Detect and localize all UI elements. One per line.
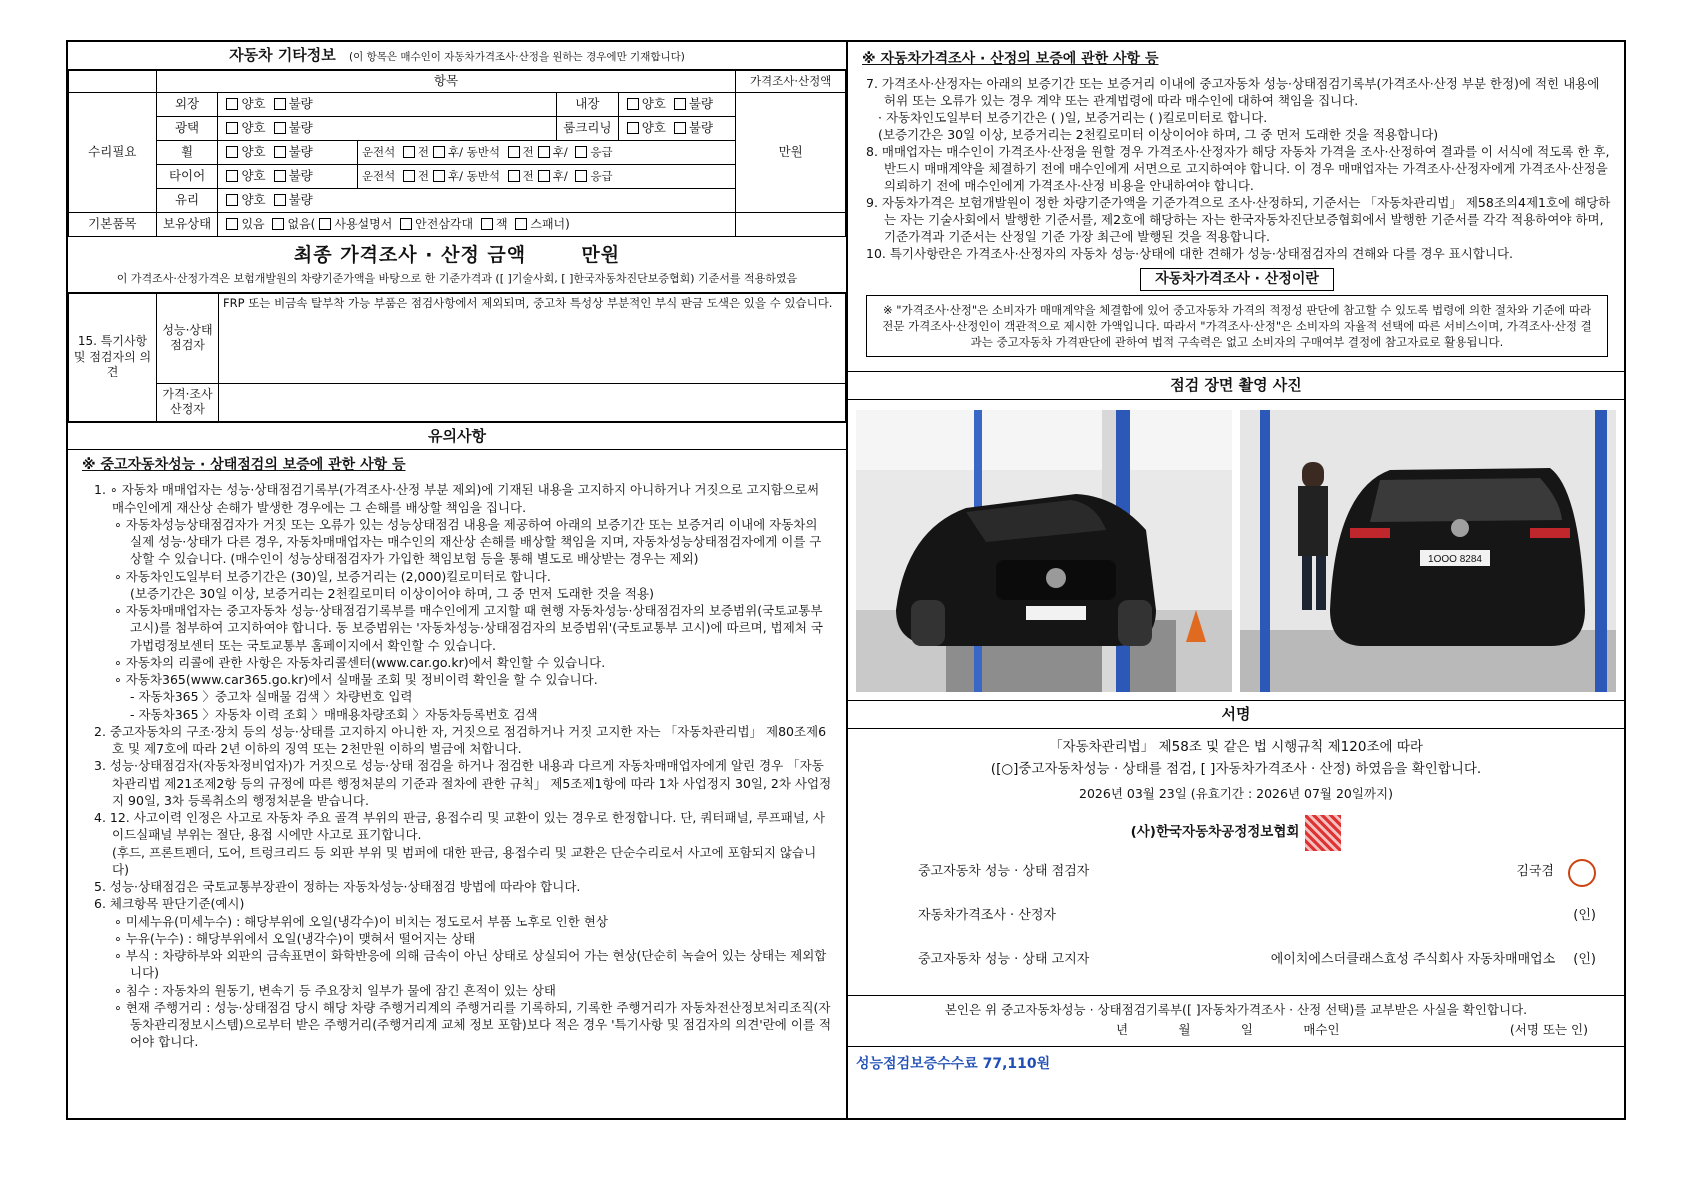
row-room-cleaning: 룸크리닝 — [556, 117, 618, 141]
front-label: 전 — [522, 145, 534, 160]
wheel-options — [218, 141, 357, 165]
appraiser-label: 가격·조사 산정자 — [157, 383, 219, 421]
right-column — [848, 42, 1624, 1118]
checkbox[interactable] — [403, 146, 415, 158]
checkbox[interactable] — [226, 170, 238, 182]
photos-header: 점검 장면 촬영 사진 — [848, 372, 1624, 400]
jack-label: 잭 — [495, 216, 508, 231]
confirm-date-line — [848, 1018, 1624, 1046]
checkbox[interactable] — [575, 146, 587, 158]
notice-item: 4. 12. 사고이력 인정은 사고로 자동차 주요 골격 부위의 판금, 용접수리 및 교환이 있는 경우로 한정합니다. 단, 쿼터패널, 루프패널, 사이드실패널 부위는 절단, 용접 시에만 사고로 표기합니다. — [94, 810, 825, 843]
row-owned: 보유상태 — [156, 213, 218, 237]
front-label: 전 — [522, 169, 534, 184]
checkbox[interactable] — [226, 146, 238, 158]
inspector-opinion: FRP 또는 비금속 탈부착 가능 부품은 점검사항에서 제외되며, 중고차 특성상 부분적인 부식 판금 도색은 있을 수 있습니다. — [219, 293, 846, 383]
checkbox[interactable] — [319, 218, 331, 230]
room-cleaning-options — [618, 117, 736, 141]
checkbox[interactable] — [400, 218, 412, 230]
left-column — [68, 42, 848, 1118]
triangle-label: 안전삼각대 — [415, 216, 474, 231]
sign-row-appraiser — [918, 895, 1596, 939]
guarantee-item: 9. 자동차가격은 보험개발원이 정한 차량기준가액을 기준가격으로 조사·산정하되, 기준서는 「자동차관리법」 제58조의4제1호에 해당하는 자는 기술사회에서 발행한 기준서를, 제2호에 해당하는 자는 한국자동차진단보증협회에서 발행한 기준서를 각각 적용하여야 하며, 기준가격과 기준서는 산정일 기준 가장 최근에 발행된 것을 적용합니다. — [866, 195, 1611, 245]
guarantee-item: 10. 특기사항란은 가격조사·산정자의 자동차 성능·상태에 대한 견해가 성능·상태점검자의 견해와 다를 경우 표시합니다. — [866, 246, 1514, 262]
sign-org: (사)한국자동차공정정보협회 — [1130, 823, 1300, 840]
spanner-label: 스패너) — [530, 216, 570, 231]
notice-title: ※ 중고자동차성능 · 상태점검의 보증에 관한 사항 등 — [82, 456, 406, 473]
notice-item: ∘ 자동차매매업자는 중고자동차 성능·상태점검기록부를 매수인에게 고지할 때 현행 자동차성능·상태점검자의 보증범위(국토교통부 고시)를 첨부하여 고지하여야 합니다. 동 보증범위는 '자동차성능·상태점검자의 보증범위'(국토교통부 고시)에 따르며, 법제처 국가법령정보센터 또는 국토교통부 홈페이지에서 확인할 수 있습니다. — [114, 603, 823, 653]
notice-item: 2. 중고자동차의 구조·장치 등의 성능·상태를 고지하지 아니한 자, 거짓으로 점검하거나 거짓 고지한 자는 「자동차관리법」 제80조제6호 및 제7호에 따라 2년 이하의 징역 또는 2천만원 이하의 벌금에 처합니다. — [94, 723, 827, 757]
basic-items-label: 기본품목 — [69, 213, 157, 237]
year-label: 년 — [1116, 1021, 1129, 1037]
sign-statement — [848, 729, 1624, 850]
notice-item: ∘ 자동차365(www.car365.go.kr)에서 실매물 조회 및 정비이력 확인을 할 수 있습니다. — [114, 672, 598, 688]
notice-item: 6. 체크항목 판단기준(예시) — [94, 896, 245, 912]
buyer-confirm — [848, 995, 1624, 1047]
driver-label: 운전석 — [361, 169, 396, 184]
notice-item: 3. 성능·상태점검자(자동차정비업자)가 거짓으로 성능·상태 점검을 하거나 점검한 내용과 다르게 자동차매매업자에게 알린 경우 「자동차관리법 제21조제2항 등의 규정에 따른 행정처분의 기준과 절차에 관한 규칙」 제5조제1항에 따라 1차 사업정지 30일, 2차 사업정지 90일, 3차 등록취소의 행정처분을 받습니다. — [94, 758, 832, 808]
opt-good: 양호 — [641, 96, 666, 112]
notice-header: 유의사항 — [68, 422, 846, 450]
paren: ( — [310, 216, 316, 231]
checkbox[interactable] — [226, 98, 238, 110]
passenger-label: 동반석 — [466, 169, 500, 184]
sign-row-label: 중고자동차 성능 · 상태 고지자 — [918, 952, 1090, 968]
checkbox[interactable] — [508, 146, 520, 158]
sign-header: 서명 — [848, 701, 1624, 729]
month-label: 월 — [1178, 1021, 1191, 1037]
photos-area — [848, 400, 1624, 701]
notice-item: 1. ∘ 자동차 매매업자는 성능·상태점검기록부(가격조사·산정 부분 제외)에 기재된 내용을 고지하지 아니하거나 거짓으로 고지함으로써 매수인에게 재산상 손해가 발생한 경우에는 그 손해를 배상할 책임을 집니다. — [94, 482, 820, 515]
notice-item: ∘ 침수 : 자동차의 원동기, 변속기 등 주요장치 일부가 물에 잠긴 흔적이 있는 상태 — [114, 982, 556, 998]
rear-car-photo — [1240, 410, 1616, 692]
checkbox[interactable] — [226, 218, 238, 230]
front-label: 전 — [417, 169, 430, 184]
sign-mark: (인) — [1573, 908, 1596, 924]
driver-label: 운전석 — [361, 145, 396, 160]
guarantee-section — [848, 42, 1624, 372]
checkbox[interactable] — [226, 194, 238, 206]
emergency-label: 응급 — [590, 145, 613, 160]
guarantee-title: ※ 자동차가격조사 · 산정의 보증에 관한 사항 등 — [862, 51, 1159, 67]
confirm-text: 본인은 위 중고자동차성능 · 상태점검기록부([ ]자동차가격조사 · 산정 선택)를 교부받은 사실을 확인합니다. — [944, 1001, 1528, 1017]
checkbox[interactable] — [538, 146, 550, 158]
manual-label: 사용설명서 — [334, 216, 393, 231]
notice-item: ∘ 자동차인도일부터 보증기간은 (30)일, 보증거리는 (2,000)킬로미터로 합니다. — [114, 568, 551, 584]
checkbox[interactable] — [403, 170, 415, 182]
opt-good: 양호 — [241, 120, 266, 136]
sign-org-row — [848, 815, 1624, 851]
opt-good: 양호 — [241, 96, 266, 112]
notice-item: ∘ 부식 : 차량하부와 외판의 금속표면이 화학반응에 의해 금속이 아닌 상태로 상실되어 가는 현상(단순히 녹슬어 있는 상태는 제외합니다) — [114, 948, 827, 981]
checkbox[interactable] — [433, 146, 445, 158]
notice-item: ∘ 현재 주행거리 : 성능·상태점검 당시 해당 차량 주행거리계의 주행거리를 기록하되, 기록한 주행거리가 자동차전산정보처리조직(자동차관리정보시스템)으로부터 받은 주행거리(주행거리계 교체 정보 포함)보다 적은 경우 '특기사항 및 점검자의 의견'란에 이를 적어야 합니다. — [114, 999, 832, 1050]
opt-bad: 불량 — [288, 192, 313, 208]
opt-good: 양호 — [241, 192, 266, 208]
checkbox[interactable] — [274, 170, 286, 182]
notice-item: - 자동차365 〉중고차 실매물 검색 〉차량번호 입력 — [130, 689, 413, 705]
final-price-section — [68, 237, 846, 293]
definition-title-wrap — [862, 268, 1612, 291]
special-notes-table — [68, 293, 846, 422]
owned-options — [218, 213, 736, 237]
notice-item: - 자동차365 〉자동차 이력 조회 〉매매용차량조회 〉자동차등록번호 검색 — [130, 706, 538, 722]
guarantee-item: 8. 매매업자는 매수인이 가격조사·산정을 원할 경우 가격조사·산정자가 해당 자동차 가격을 조사·산정하여 결과를 이 서식에 적도록 한 후, 반드시 매매계약을 체결하기 전에 매수인에게 서면으로 고지하여야 합니다. 이 경우 매매업자는 가격조사·산정자에게 가격조사·산정을 의뢰하기 전에 매수인에게 가격조사·산정 비용을 안내하여야 합니다. — [866, 144, 1610, 194]
checkbox[interactable] — [674, 122, 686, 134]
notifier-name: 에이치에스더클래스효성 주식회사 자동차매매업소 — [1270, 952, 1556, 968]
other-info-subtitle: (이 항목은 매수인이 자동차가격조사·산정을 원하는 경우에만 기재합니다) — [349, 51, 685, 63]
license-plate: 1OOO 8284 — [1428, 554, 1482, 566]
opt-good: 양호 — [241, 168, 266, 184]
sign-date: 2026년 03월 23일 (유효기간 : 2026년 07월 20일까지) — [1079, 786, 1393, 802]
notice-item: 5. 성능·상태점검은 국토교통부장관이 정하는 자동차성능·상태점검 방법에 따라야 합니다. — [94, 879, 581, 895]
row-gloss: 광택 — [156, 117, 218, 141]
sign-line-2: ([○]중고자동차성능 · 상태를 점검, [ ]자동차가격조사 · 산정) 하였음을 확인합니다. — [990, 760, 1482, 777]
opt-bad: 불량 — [288, 144, 313, 160]
wheel-position-options — [357, 141, 735, 165]
passenger-label: 동반석 — [466, 145, 500, 160]
exterior-options — [218, 93, 557, 117]
sign-row-label: 자동차가격조사 · 산정자 — [918, 908, 1056, 924]
rear-label: 후/ — [552, 169, 568, 184]
checkbox[interactable] — [575, 170, 587, 182]
checkbox[interactable] — [274, 98, 286, 110]
inspector-name: 김국겸 — [1516, 864, 1554, 880]
opt-bad: 불량 — [288, 120, 313, 136]
price-unit: 만원 — [736, 93, 846, 213]
final-price-title — [72, 243, 842, 268]
glass-options — [218, 189, 736, 213]
checkbox[interactable] — [627, 122, 639, 134]
definition-text: ※ "가격조사·산정"은 소비자가 매매계약을 체결함에 있어 중고자동차 가격의 적정성 판단에 참고할 수 있도록 법령에 의한 절차와 기준에 따라 전문 가격조사·산정인이 객관적으로 제시한 가액입니다. 따라서 "가격조사·산정"은 소비자의 자율적 선택에 따른 서비스이며, 가격조사·산정 결과는 중고자동차 가격판단에 관하여 법적 구속력은 없고 소비자의 구매여부 결정에 참고자료로 활용됩니다. — [866, 295, 1608, 357]
inspector-label: 성능·상태 점검자 — [157, 293, 219, 383]
checkbox[interactable] — [515, 218, 527, 230]
notice-body — [68, 450, 846, 1055]
notice-item: ∘ 자동차성능상태점검자가 거짓 또는 오류가 있는 성능상태점검 내용을 제공하여 아래의 보증기간 또는 보증거리 이내에 자동차의 실제 성능·상태가 다른 경우, 자동차매매업자는 매수인의 재산상 손해를 배상할 책임을 지며, 자동차성능상태점검자에게 이를 구상할 수 있습니다. (매수인이 성능상태점검자가 가입한 책임보험 등을 통해 별도로 배상받는 경우는 제외) — [114, 516, 822, 567]
rear-label: 후/ — [448, 169, 464, 184]
checkbox[interactable] — [674, 98, 686, 110]
repair-needed-label: 수리필요 — [69, 93, 157, 213]
header-price: 가격조사·산정액 — [736, 71, 846, 93]
checkbox[interactable] — [274, 146, 286, 158]
guarantee-item: · 자동차인도일부터 보증기간은 ( )일, 보증거리는 ( )킬로미터로 합니다. — [878, 110, 1268, 126]
day-label: 일 — [1240, 1021, 1253, 1037]
checkbox[interactable] — [538, 170, 550, 182]
rear-label: 후/ — [552, 145, 568, 160]
emergency-label: 응급 — [590, 169, 613, 184]
sign-row-inspector — [918, 851, 1596, 895]
front-car-photo — [856, 410, 1232, 692]
sign-row-label: 중고자동차 성능 · 상태 점검자 — [918, 864, 1090, 880]
notice-item: ∘ 누유(누수) : 해당부위에서 오일(냉각수)이 맺혀서 떨어지는 상태 — [114, 930, 476, 946]
opt-bad: 불량 — [288, 168, 313, 184]
appraiser-opinion — [219, 383, 846, 421]
rear-label: 후/ — [448, 145, 464, 160]
interior-options — [618, 93, 736, 117]
notice-item: ∘ 자동차의 리콜에 관한 사항은 자동차리콜센터(www.car.go.kr)에서 확인할 수 있습니다. — [114, 654, 606, 670]
guarantee-item: (보증기간은 30일 이상, 보증거리는 2천킬로미터 이상이어야 하며, 그 중 먼저 도래한 것을 적용합니다) — [878, 127, 1439, 143]
gloss-options — [218, 117, 557, 141]
notice-item: (후드, 프론트펜더, 도어, 트렁크리드 등 외판 부위 및 범퍼에 대한 판금, 용접수리 및 교환은 단순수리로서 사고에 포함되지 않습니다) — [112, 844, 817, 877]
final-price-note: 이 가격조사·산정가격은 보험개발원의 차량기준가액을 바탕으로 한 기준가격과 ([ ]기술사회, [ ]한국자동차진단보증협회) 기준서를 적용하였음 — [116, 271, 798, 285]
checkbox[interactable] — [481, 218, 493, 230]
checkbox[interactable] — [274, 194, 286, 206]
special-label: 15. 특기사항 및 점검자의 의견 — [69, 293, 157, 421]
checkbox[interactable] — [627, 98, 639, 110]
guarantee-item: 7. 가격조사·산정자는 아래의 보증기간 또는 보증거리 이내에 중고자동차 성능·상태점검기록부(가격조사·산정 부분 한정)에 적힌 내용에 허위 또는 오류가 있는 경우 계약 또는 관계법령에 따라 매수인에 대하여 책임을 집니다. — [866, 76, 1600, 109]
opt-bad: 불량 — [688, 96, 714, 112]
row-glass: 유리 — [156, 189, 218, 213]
other-info-table — [68, 70, 846, 237]
inspection-document — [66, 40, 1626, 1120]
front-label: 전 — [417, 145, 430, 160]
final-unit: 만원 — [581, 244, 621, 266]
row-tire: 타이어 — [156, 165, 218, 189]
checkbox[interactable] — [508, 170, 520, 182]
header-item: 항목 — [156, 71, 736, 93]
inspector-stamp-icon — [1568, 859, 1596, 887]
row-exterior: 외장 — [156, 93, 218, 117]
sign-or-seal: (서명 또는 인) — [1509, 1021, 1588, 1037]
other-info-title: 자동차 기타정보 — [229, 46, 336, 64]
sign-mark: (인) — [1573, 952, 1596, 968]
row-wheel: 휠 — [156, 141, 218, 165]
have-label: 있음 — [241, 216, 265, 231]
opt-good: 양호 — [641, 120, 666, 136]
tire-position-options — [357, 165, 735, 189]
sign-rows — [848, 851, 1624, 983]
opt-good: 양호 — [241, 144, 266, 160]
guarantee-fee: 성능점검보증수수료 77,110원 — [848, 1046, 1624, 1081]
org-seal-icon — [1305, 815, 1341, 851]
definition-title: 자동차가격조사 · 산정이란 — [1140, 268, 1334, 291]
sign-row-notifier — [918, 939, 1596, 983]
checkbox[interactable] — [274, 122, 286, 134]
tire-options — [218, 165, 357, 189]
opt-bad: 불량 — [288, 96, 313, 112]
notice-item: (보증기간은 30일 이상, 보증거리는 2천킬로미터 이상이어야 하며, 그 중 먼저 도래한 것을 적용) — [130, 585, 654, 601]
checkbox[interactable] — [433, 170, 445, 182]
row-interior: 내장 — [556, 93, 618, 117]
sign-line-1: 「자동차관리법」 제58조 및 같은 법 시행규칙 제120조에 따라 — [1049, 739, 1423, 756]
buyer-label: 매수인 — [1303, 1021, 1340, 1037]
checkbox[interactable] — [226, 122, 238, 134]
final-title-text: 최종 가격조사 · 산정 금액 — [293, 244, 527, 266]
checkbox[interactable] — [272, 218, 284, 230]
notice-item: ∘ 미세누유(미세누수) : 해당부위에 오일(냉각수)이 비치는 정도로서 부품 노후로 인한 현상 — [114, 913, 608, 929]
none-label: 없음 — [287, 216, 311, 231]
opt-bad: 불량 — [688, 120, 714, 136]
other-info-header — [68, 42, 846, 70]
